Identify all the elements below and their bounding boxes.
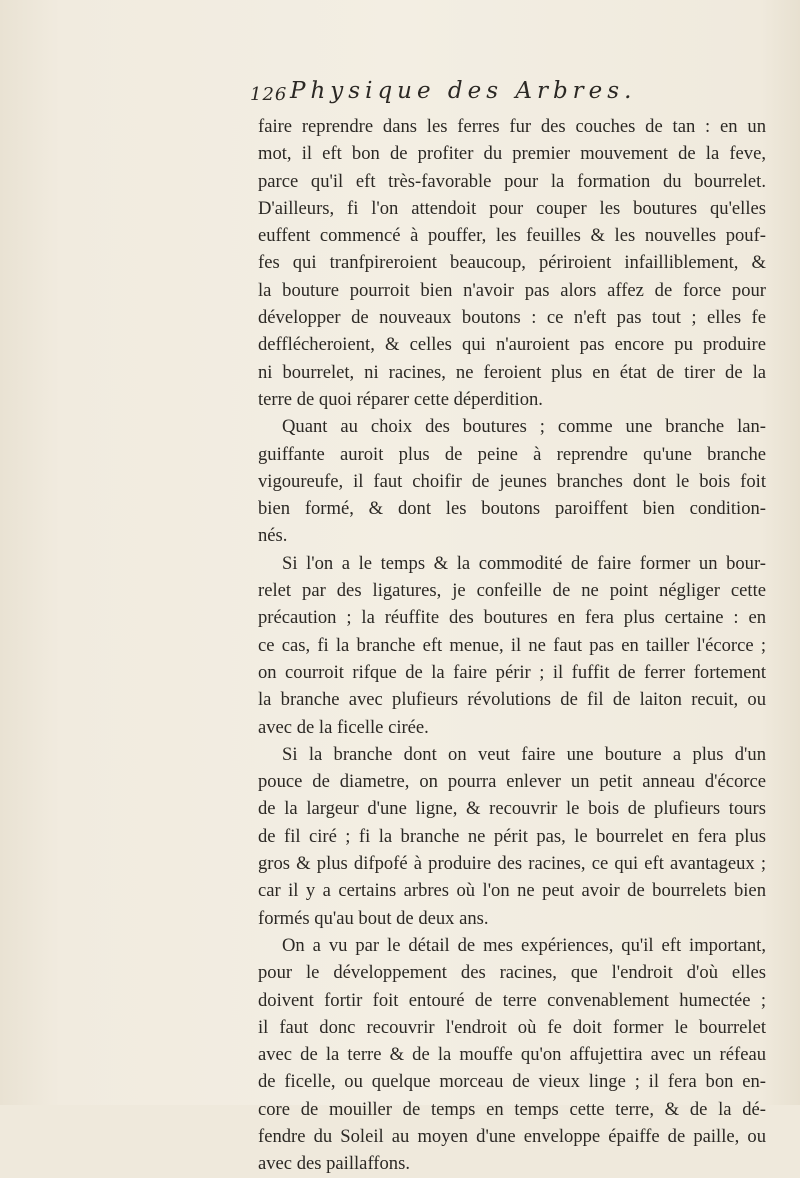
running-title: Physique des Arbres. bbox=[290, 78, 637, 104]
text-line: il faut donc recouvrir l'endroit où fe doit former le bourrelet bbox=[258, 1016, 766, 1038]
text-line: euffent commencé à pouffer, les feuilles & les nouvelles pouf- bbox=[258, 225, 766, 247]
text-line: parce qu'il eft très-favorable pour la formation du bourrelet. bbox=[258, 170, 766, 192]
paragraph-end-line: avec de la ficelle cirée. bbox=[258, 716, 429, 738]
text-line: core de mouiller de temps en temps cette terre, & de la dé- bbox=[258, 1098, 766, 1120]
text-line: faire reprendre dans les ferres fur des couches de tan : en un bbox=[258, 116, 766, 137]
paragraph-end-line: formés qu'au bout de deux ans. bbox=[258, 907, 489, 929]
paragraph-end-line: avec des paillaffons. bbox=[258, 1153, 410, 1175]
text-line: développer de nouveaux boutons : ce n'eft pas tout ; elles fe bbox=[258, 307, 766, 329]
text-line: Quant au choix des boutures ; comme une branche lan- bbox=[282, 416, 766, 438]
text-line: avec de la terre & de la mouffe qu'on affujettira avec un réfeau bbox=[258, 1044, 766, 1066]
text-line: fendre du Soleil au moyen d'une enveloppe épaiffe de paille, ou bbox=[258, 1125, 766, 1147]
text-line: ce cas, fi la branche eft menue, il ne faut pas en tailler l'écorce ; bbox=[258, 634, 766, 656]
text-line: bien formé, & dont les boutons paroiffent bien condition- bbox=[258, 498, 766, 520]
text-line: pouce de diametre, on pourra enlever un petit anneau d'écorce bbox=[258, 771, 766, 793]
text-line: Si la branche dont on veut faire une bouture a plus d'un bbox=[282, 743, 766, 765]
paragraph-end-line: terre de quoi réparer cette déperdition. bbox=[258, 388, 543, 410]
text-line: de ficelle, ou quelque morceau de vieux linge ; il fera bon en- bbox=[258, 1071, 766, 1093]
text-line: de fil ciré ; fi la branche ne périt pas, le bourrelet en fera plus bbox=[258, 825, 766, 847]
text-line: mot, il eft bon de profiter du premier mouvement de la feve, bbox=[258, 143, 766, 165]
paragraph-end-line: nés. bbox=[258, 525, 288, 547]
text-line: de la largeur d'une ligne, & recouvrir le bois de plufieurs tours bbox=[258, 798, 766, 820]
text-line: on courroit rifque de la faire périr ; il fuffit de ferrer fortement bbox=[258, 661, 766, 683]
text-line: la bouture pourroit bien n'avoir pas alors affez de force pour bbox=[258, 279, 766, 301]
page-header bbox=[250, 78, 770, 108]
text-line: Si l'on a le temps & la commodité de faire former un bour- bbox=[282, 552, 766, 574]
text-line: vigoureufe, il faut choifir de jeunes branches dont le bois foit bbox=[258, 470, 766, 492]
text-line: pour le développement des racines, que l'endroit d'où elles bbox=[258, 962, 766, 984]
text-line: gros & plus difpofé à produire des racines, ce qui eft avantageux ; bbox=[258, 853, 766, 875]
page-number: 126 bbox=[250, 84, 288, 105]
text-line: guiffante auroit plus de peine à reprendre qu'une branche bbox=[258, 443, 766, 465]
text-line: On a vu par le détail de mes expériences, qu'il eft important, bbox=[282, 934, 766, 956]
text-line: relet par des ligatures, je confeille de ne point négliger cette bbox=[258, 580, 766, 602]
text-line: doivent fortir foit entouré de terre convenablement humectée ; bbox=[258, 989, 766, 1011]
text-line: fes qui tranfpireroient beaucoup, périroient infailliblement, & bbox=[258, 252, 766, 274]
text-line: car il y a certains arbres où l'on ne peut avoir de bourrelets bien bbox=[258, 880, 766, 902]
body-text bbox=[258, 113, 766, 1178]
text-line: précaution ; la réuffite des boutures en fera plus certaine : en bbox=[258, 607, 766, 629]
text-line: ni bourrelet, ni racines, ne feroient plus en état de tirer de la bbox=[258, 361, 766, 383]
text-line: defflécheroient, & celles qui n'auroient pas encore pu produire bbox=[258, 334, 766, 356]
text-line: la branche avec plufieurs révolutions de fil de laiton recuit, ou bbox=[258, 689, 766, 711]
text-line: D'ailleurs, fi l'on attendoit pour couper les boutures qu'elles bbox=[258, 197, 766, 219]
